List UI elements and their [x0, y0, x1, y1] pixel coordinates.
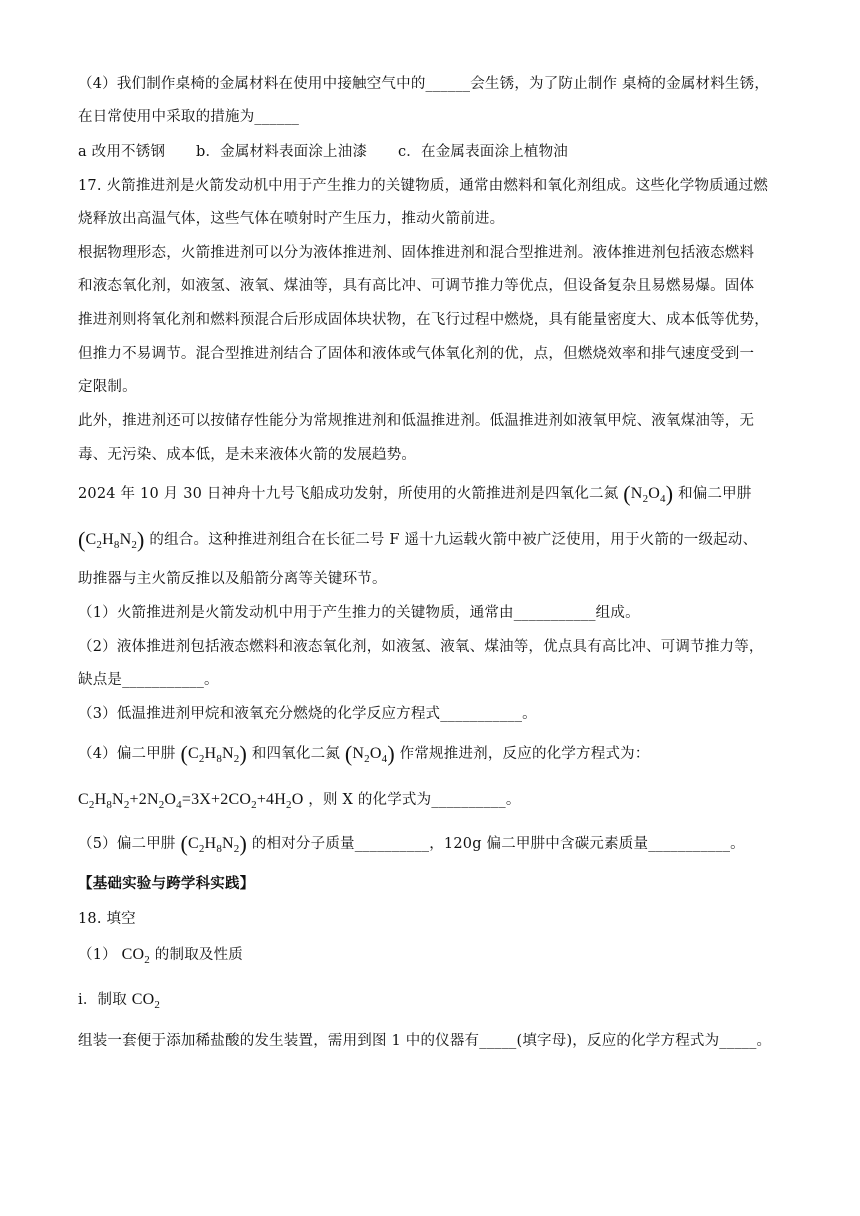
q17-p3-line1: 此外，推进剂还可以按储存性能分为常规推进剂和低温推进剂。低温推进剂如液氧甲烷、液氧煤油等，无	[78, 413, 755, 429]
sub4-text-a: （4）偏二甲肼	[78, 746, 176, 762]
q17-p2-line1: 根据物理形态，火箭推进剂可以分为液体推进剂、固体推进剂和混合型推进剂。液体推进剂包括液态燃料	[78, 245, 755, 261]
equation-tail: ，则 X 的化学式为__________。	[308, 792, 521, 808]
option-c: c．在金属表面涂上植物油	[397, 144, 568, 160]
p4-text-b: 和偏二甲肼	[678, 486, 752, 502]
formula-c2h8n2-3: $(C_2H_8N_2)$	[180, 831, 248, 856]
q17-sub1: （1）火箭推进剂是火箭发动机中用于产生推力的关键物质，通常由___________组成。	[78, 605, 640, 621]
q17-sub4	[78, 741, 650, 769]
q17-p4-line2	[78, 527, 758, 555]
option-a: a 改用不锈钢	[78, 144, 166, 160]
q17-intro-line2: 烧释放出高温气体，这些气体在喷射时产生压力，推动火箭前进。	[78, 211, 505, 227]
q17-p2-line3: 推进剂则将氧化剂和燃料预混合后形成固体块状物，在飞行过程中燃烧，具有能量密度大、成本低等优势，	[78, 312, 769, 328]
q16-part4-line1: （4）我们制作桌椅的金属材料在使用中接触空气中的______会生锈，为了防止制作 桌椅的金属材料生锈，	[78, 76, 770, 92]
q17-p2-line5: 定限制。	[78, 379, 137, 395]
q17-intro-line1: 17. 火箭推进剂是火箭发动机中用于产生推力的关键物质，通常由燃料和氧化剂组成。这些化学物质通过燃	[78, 178, 768, 194]
q17-sub5	[78, 831, 745, 859]
formula-n2o4-2: $(N_2O_4)$	[344, 741, 395, 766]
q16-part4-options	[78, 142, 568, 162]
q18-title: 18. 填空	[78, 911, 136, 927]
reaction-equation: $C_2H_8N_2+2N_2O_4=3X+2CO_2+4H_2O$	[78, 791, 304, 811]
q18-body: 组装一套便于添加稀盐酸的发生装置，需用到图 1 中的仪器有_____(填字母)，反应的化学方程式为_____。	[78, 1033, 772, 1049]
q18-sub1	[78, 945, 243, 970]
q18-sub1-label: （1）	[78, 947, 117, 963]
formula-co2: $CO_2$	[121, 946, 150, 966]
p4-text-a: 2024 年 10 月 30 日神舟十九号飞船成功发射，所使用的火箭推进剂是四氧化二氮	[78, 486, 619, 502]
sub4-text-c: 作常规推进剂，反应的化学方程式为：	[399, 746, 650, 762]
formula-c2h8n2: $(C_2H_8N_2)$	[78, 527, 145, 552]
section-heading: 【基础实验与跨学科实践】	[78, 876, 255, 892]
option-b: b．金属材料表面涂上油漆	[195, 144, 368, 160]
q16-part4-line2: 在日常使用中采取的措施为______	[78, 109, 300, 125]
q17-p4-line3: 助推器与主火箭反推以及船箭分离等关键环节。	[78, 571, 387, 587]
formula-co2-2: $CO_2$	[131, 991, 161, 1011]
sub4-text-b: 和四氧化二氮	[251, 746, 341, 762]
q18-i-label: i．制取	[78, 992, 127, 1008]
q17-sub2-line2: 缺点是___________。	[78, 672, 219, 688]
sub5-text-a: （5）偏二甲肼	[78, 836, 176, 852]
q17-p2-line4: 但推力不易调节。混合型推进剂结合了固体和液体或气体氧化剂的优，点，但燃烧效率和排气速度受到一	[78, 346, 755, 362]
q17-p2-line2: 和液态氧化剂，如液氢、液氧、煤油等，具有高比冲、可调节推力等优点，但设备复杂且易燃易爆。固体	[78, 278, 755, 294]
q17-sub2-line1: （2）液体推进剂包括液态燃料和液态氧化剂，如液氢、液氧、煤油等，优点具有高比冲、可调节推力等，	[78, 639, 764, 655]
q17-sub4-equation	[78, 790, 521, 815]
p4-text-c: 的组合。这种推进剂组合在长征二号 F 遥十九运载火箭中被广泛使用，用于火箭的一级起动、	[149, 532, 758, 548]
q18-i-heading	[78, 990, 160, 1015]
formula-n2o4: $(N_2O_4)$	[623, 481, 674, 506]
sub5-text-b: 的相对分子质量__________，120g 偏二甲肼中含碳元素质量___________。	[251, 836, 745, 852]
q17-p3-line2: 毒、无污染、成本低，是未来液体火箭的发展趋势。	[78, 447, 417, 463]
formula-c2h8n2-2: $(C_2H_8N_2)$	[180, 741, 248, 766]
q18-sub1-text: 的制取及性质	[154, 947, 243, 963]
q17-p4-line1	[78, 481, 752, 509]
q17-sub3: （3）低温推进剂甲烷和液氧充分燃烧的化学反应方程式___________。	[78, 706, 537, 722]
